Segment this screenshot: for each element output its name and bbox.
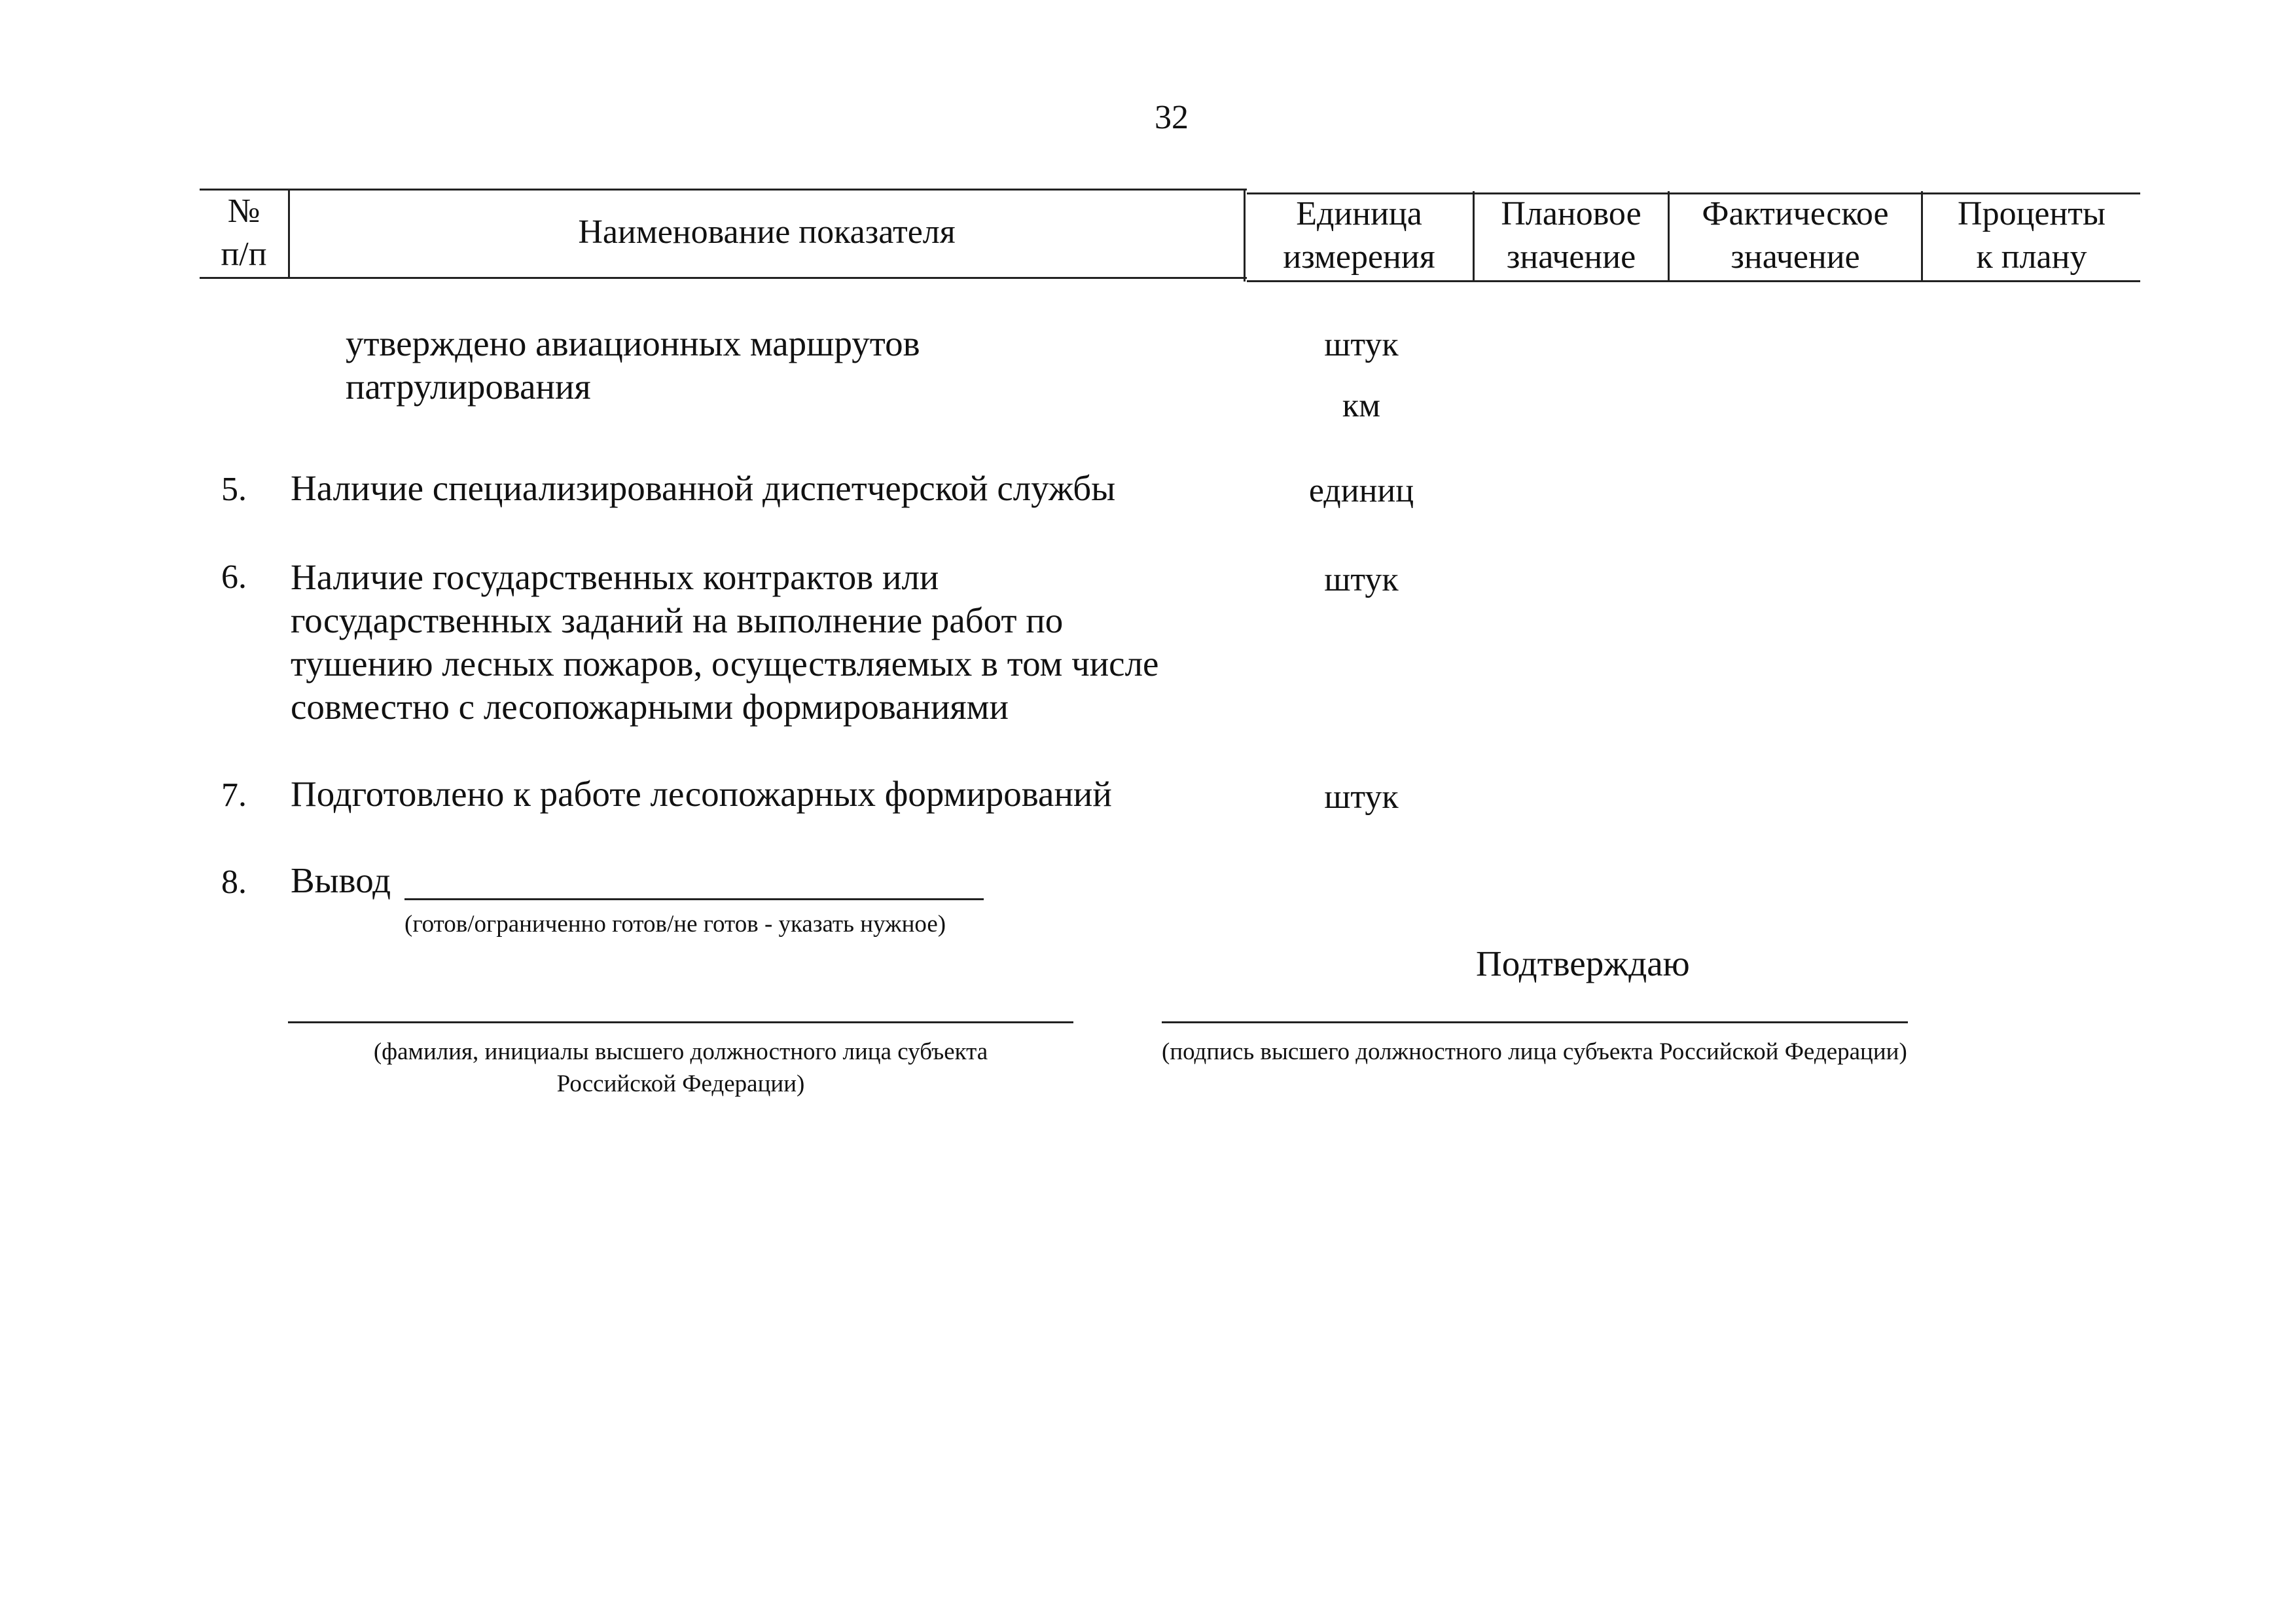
page-number: 32 <box>1155 99 1189 136</box>
conclusion-line <box>404 898 984 900</box>
name-line <box>288 1021 1073 1023</box>
name-caption-line-2: Российской Федерации) <box>556 1070 805 1097</box>
signature-caption: (подпись высшего должностного лица субъекта Российской Федерации) <box>1162 1038 1907 1065</box>
row-7-number: 7. <box>221 776 247 814</box>
header-percent <box>1923 192 2140 279</box>
row-5-number: 5. <box>221 471 247 508</box>
row-continued-line-2: патрулирования <box>346 367 591 407</box>
row-6-unit: штук <box>1324 561 1399 598</box>
row-continued-text <box>346 322 920 409</box>
row-6-line-3: тушению лесных пожаров, осуществляемых в том числе <box>291 644 1159 684</box>
row-6-line-2: государственных заданий на выполнение работ по <box>291 600 1064 640</box>
header-name: Наименование показателя <box>578 213 956 251</box>
header-num <box>200 190 288 276</box>
row-continued-line-1: утверждено авиационных маршрутов <box>346 323 920 363</box>
header-fact-line-2: значение <box>1731 238 1860 276</box>
header-percent-line-1: Проценты <box>1958 195 2106 232</box>
row-continued-unit-1: штук <box>1324 326 1399 363</box>
row-6-number: 6. <box>221 558 247 596</box>
header-fact <box>1670 192 1921 279</box>
header-unit-line-2: измерения <box>1283 238 1435 276</box>
header-plan-line-2: значение <box>1506 238 1636 276</box>
row-6-line-4: совместно с лесопожарными формированиями <box>291 687 1009 727</box>
row-6-text <box>291 556 1158 729</box>
header-plan-line-1: Плановое <box>1501 195 1641 232</box>
header-bottom-line-left <box>200 277 1247 279</box>
header-plan <box>1475 192 1668 279</box>
signature-line <box>1162 1021 1908 1023</box>
row-5-unit: единиц <box>1308 472 1414 509</box>
name-caption <box>288 1038 1073 1098</box>
header-top-line-left <box>200 189 1247 191</box>
row-6-line-1: Наличие государственных контрактов или <box>291 557 939 597</box>
row-5-text: Наличие специализированной диспетчерской службы <box>291 468 1116 508</box>
conclusion-hint: (готов/ограниченно готов/не готов - указать нужное) <box>404 911 946 938</box>
header-num-line-1: № <box>227 192 260 230</box>
header-num-line-2: п/п <box>221 236 267 273</box>
header-unit-line-1: Единица <box>1296 195 1422 232</box>
header-unit <box>1246 192 1473 279</box>
confirm-label: Подтверждаю <box>1476 943 1690 983</box>
row-8-number: 8. <box>221 864 247 901</box>
row-7-text: Подготовлено к работе лесопожарных формирований <box>291 774 1112 814</box>
header-fact-line-1: Фактическое <box>1702 195 1889 232</box>
row-7-unit: штук <box>1324 778 1399 816</box>
header-percent-line-2: к плану <box>1976 238 2087 276</box>
header-bottom-line-right <box>1247 280 2140 282</box>
name-caption-line-1: (фамилия, инициалы высшего должностного лица субъекта <box>373 1038 988 1065</box>
row-continued-unit-2: км <box>1342 387 1381 424</box>
row-8-label: Вывод <box>291 860 391 900</box>
